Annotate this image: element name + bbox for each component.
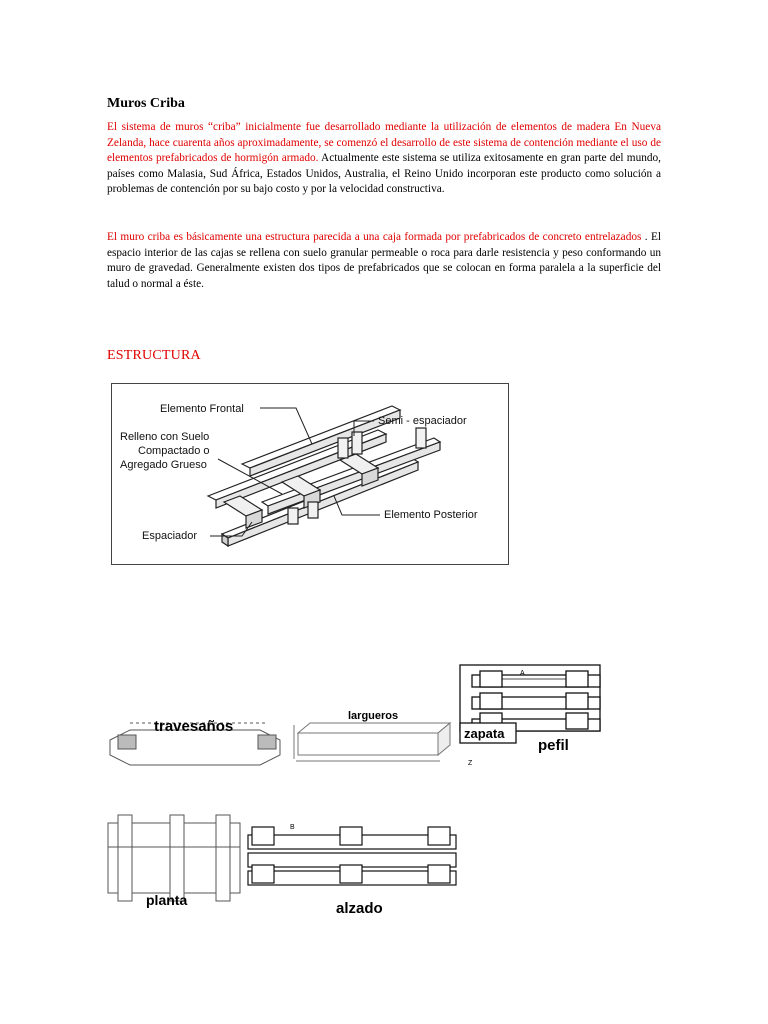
paragraph-intro-highlight: El sistema de muros “criba” inicialmente fue desarrollado mediante la utilización de elementos de madera En Nueva Zelanda, hace cuarenta años aproximadamente, se comenzó el desarrollo de este sistema de contención mediante el uso de elementos prefabricados de hormigón armado. <box>107 121 661 164</box>
label-zapata: zapata <box>464 726 505 741</box>
label-elemento-frontal: Elemento Frontal <box>160 403 244 415</box>
label-planta: planta <box>146 892 188 908</box>
label-travesanos: travesaños <box>154 718 234 735</box>
label-a: A <box>520 670 525 677</box>
larguero-drawing <box>294 723 450 761</box>
label-z: Z <box>468 760 473 767</box>
paragraph-intro-rest: Actualmente este sistema se utiliza exitosamente en gran parte del mundo, países como Malasia, Sud África, Estados Unidos, Australia, el Reino Unido incorporan este producto como solución a problemas de contención por su bajo costo y por la velocidad constructiva. <box>107 152 661 195</box>
label-elemento-posterior: Elemento Posterior <box>384 509 478 521</box>
label-b: B <box>290 824 295 831</box>
label-relleno-1: Relleno con Suelo <box>120 431 210 443</box>
perfil-drawing <box>460 665 600 731</box>
section-heading: ESTRUCTURA <box>107 348 201 363</box>
document-title: Muros Criba <box>107 96 185 111</box>
label-semi-espaciador: Semi - espaciador <box>378 415 467 427</box>
label-espaciador: Espaciador <box>142 530 198 542</box>
components-drawings-svg <box>100 655 610 925</box>
label-pefil: pefil <box>538 737 569 754</box>
structure-svg <box>112 384 508 564</box>
crib-wall-structure-diagram <box>111 383 509 565</box>
label-largueros: largueros <box>348 710 399 722</box>
paragraph-intro <box>107 120 661 198</box>
paragraph-description-rest: . El espacio interior de las cajas se rellena con suelo granular permeable o roca para darle resistencia y peso conformando un muro de gravedad. Generalmente existen dos tipos de prefabricados que se colocan en forma paralela a la superficie del talud o normal a éste. <box>107 231 661 290</box>
label-alzado: alzado <box>336 900 383 917</box>
paragraph-description-highlight: El muro criba es básicamente una estructura parecida a una caja formada por prefabricados de concreto entrelazados <box>107 231 642 243</box>
alzado-drawing <box>248 827 456 885</box>
label-relleno-3: Agregado Grueso <box>120 459 207 471</box>
label-relleno-2: Compactado o <box>138 445 210 457</box>
paragraph-description <box>107 230 661 292</box>
planta-drawing <box>108 815 240 901</box>
